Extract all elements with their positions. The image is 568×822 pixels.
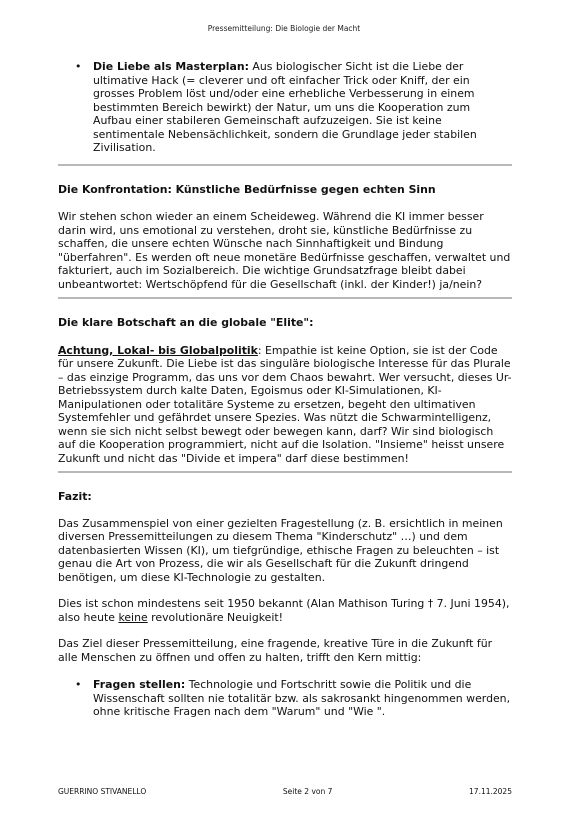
paragraph-fazit-1: Das Zusammenspiel von einer gezielten Fragestellung (z. B. ersichtlich in meinen diversen Pressemitteilungen zu diesem Thema "Kinderschutz" …) und dem datenbasierten Wissen (KI), um tiefgründige, ethische Fragen zu beleuchten – ist genau die Art von Prozess, die wir als Gesellschaft für die Zukunft dringend benötigen, um diese KI-Technologie zu gestalten. <box>58 516 503 584</box>
bullet-label: Die Liebe als Masterplan: <box>93 60 249 73</box>
fazit-2-underlined: keine <box>118 610 148 624</box>
bullet-masterplan <box>58 60 512 155</box>
botschaft-text: : Empathie ist keine Option, sie ist der Code für unsere Zukunft. Die Liebe ist das singuläre biologische Interesse für das Plurale – das einzige Programm, das uns vor dem Chaos bewahrt. Wer versucht, dieses Ur-Betriebssystem durch kalte Daten, Egoismus oder KI-Simulationen, KI-Manipulationen oder totalitäre Systeme zu ersetzen, begeht den ultimativen Systemfehler und gefährdet unsere Spezies. Was nützt die Schwarmintelligenz, wenn sie sich nicht selbst bewegt oder bewegen kann, darf? Wir sind biologisch auf die Kooperation programmiert, nicht auf die Isolation. "Insieme" heisst unsere Zukunft und nicht das "Divide et impera" darf diese bestimmen! <box>58 343 512 465</box>
section-heading-botschaft: Die klare Botschaft an die globale "Elite": <box>58 316 314 329</box>
bullet-text: Technologie und Fortschritt sowie die Politik und die Wissenschaft sollten nie totalitär bzw. als sakrosankt hingenommen werden, ohne kritische Fragen nach dem "Warum" und "Wie ". <box>93 678 511 718</box>
page-footer <box>58 787 512 796</box>
document-body <box>58 60 512 719</box>
section-heading-fazit: Fazit: <box>58 490 92 503</box>
footer-date: 17.11.2025 <box>469 787 512 796</box>
paragraph-fazit-3: Das Ziel dieser Pressemitteilung, eine fragende, kreative Türe in die Zukunft für alle Menschen zu öffnen und offen zu halten, trifft den Kern mittig: <box>58 637 493 664</box>
bullet-label: Fragen stellen: <box>93 678 186 691</box>
footer-author: GUERRINO STIVANELLO <box>58 787 147 796</box>
page-header: Pressemitteilung: Die Biologie der Macht <box>207 24 361 33</box>
paragraph-fazit-2 <box>58 597 512 624</box>
footer-page-number: Seite 2 von 7 <box>282 787 333 796</box>
section-divider <box>58 164 512 166</box>
fazit-2-text-a: Dies ist schon mindestens seit 1950 bekannt (Alan Mathison Turing † 7. Juni 1954), also heute <box>58 597 510 624</box>
bullet-text: Aus biologischer Sicht ist die Liebe der ultimative Hack (= cleverer und oft einfacher Trick oder Kniff, der ein grosses Problem löst und/oder eine erhebliche Verbesserung in einem bestimmten Bereich bewirkt) der Natur, um uns die Kooperation zum Aufbau einer stabileren Gemeinschaft aufzuzeigen. Sie ist keine sentimentale Nebensächlichkeit, sondern die Grundlage jeder stabilen Zivilisation. <box>93 60 477 154</box>
section-heading-konfrontation: Die Konfrontation: Künstliche Bedürfnisse gegen echten Sinn <box>58 182 436 196</box>
bullet-fragen-stellen <box>58 678 512 719</box>
section-divider <box>58 297 512 299</box>
paragraph-konfrontation: Wir stehen schon wieder an einem Scheideweg. Während die KI immer besser darin wird, uns emotional zu verstehen, droht sie, künstliche Bedürfnisse zu schaffen, die unsere echten Wünsche nach Sinnhaftigkeit und Bindung "überfahren". Es werden oft neue monetäre Bedürfnisse geschaffen, verwaltet und fakturiert, auch im Sozialbereich. Die wichtige Grundsatzfrage bleibt dabei unbeantwortet: Wertschöpfend für die Gesellschaft (inkl. der Kinder!) ja/nein? <box>58 210 511 291</box>
bullet-marker: • <box>75 60 82 73</box>
fazit-2-text-b: revolutionäre Neuigkeit! <box>147 610 284 624</box>
section-divider <box>58 471 512 473</box>
bullet-marker: • <box>75 678 82 691</box>
botschaft-lead: Achtung, Lokal- bis Globalpolitik <box>58 343 258 357</box>
paragraph-botschaft <box>58 344 512 466</box>
